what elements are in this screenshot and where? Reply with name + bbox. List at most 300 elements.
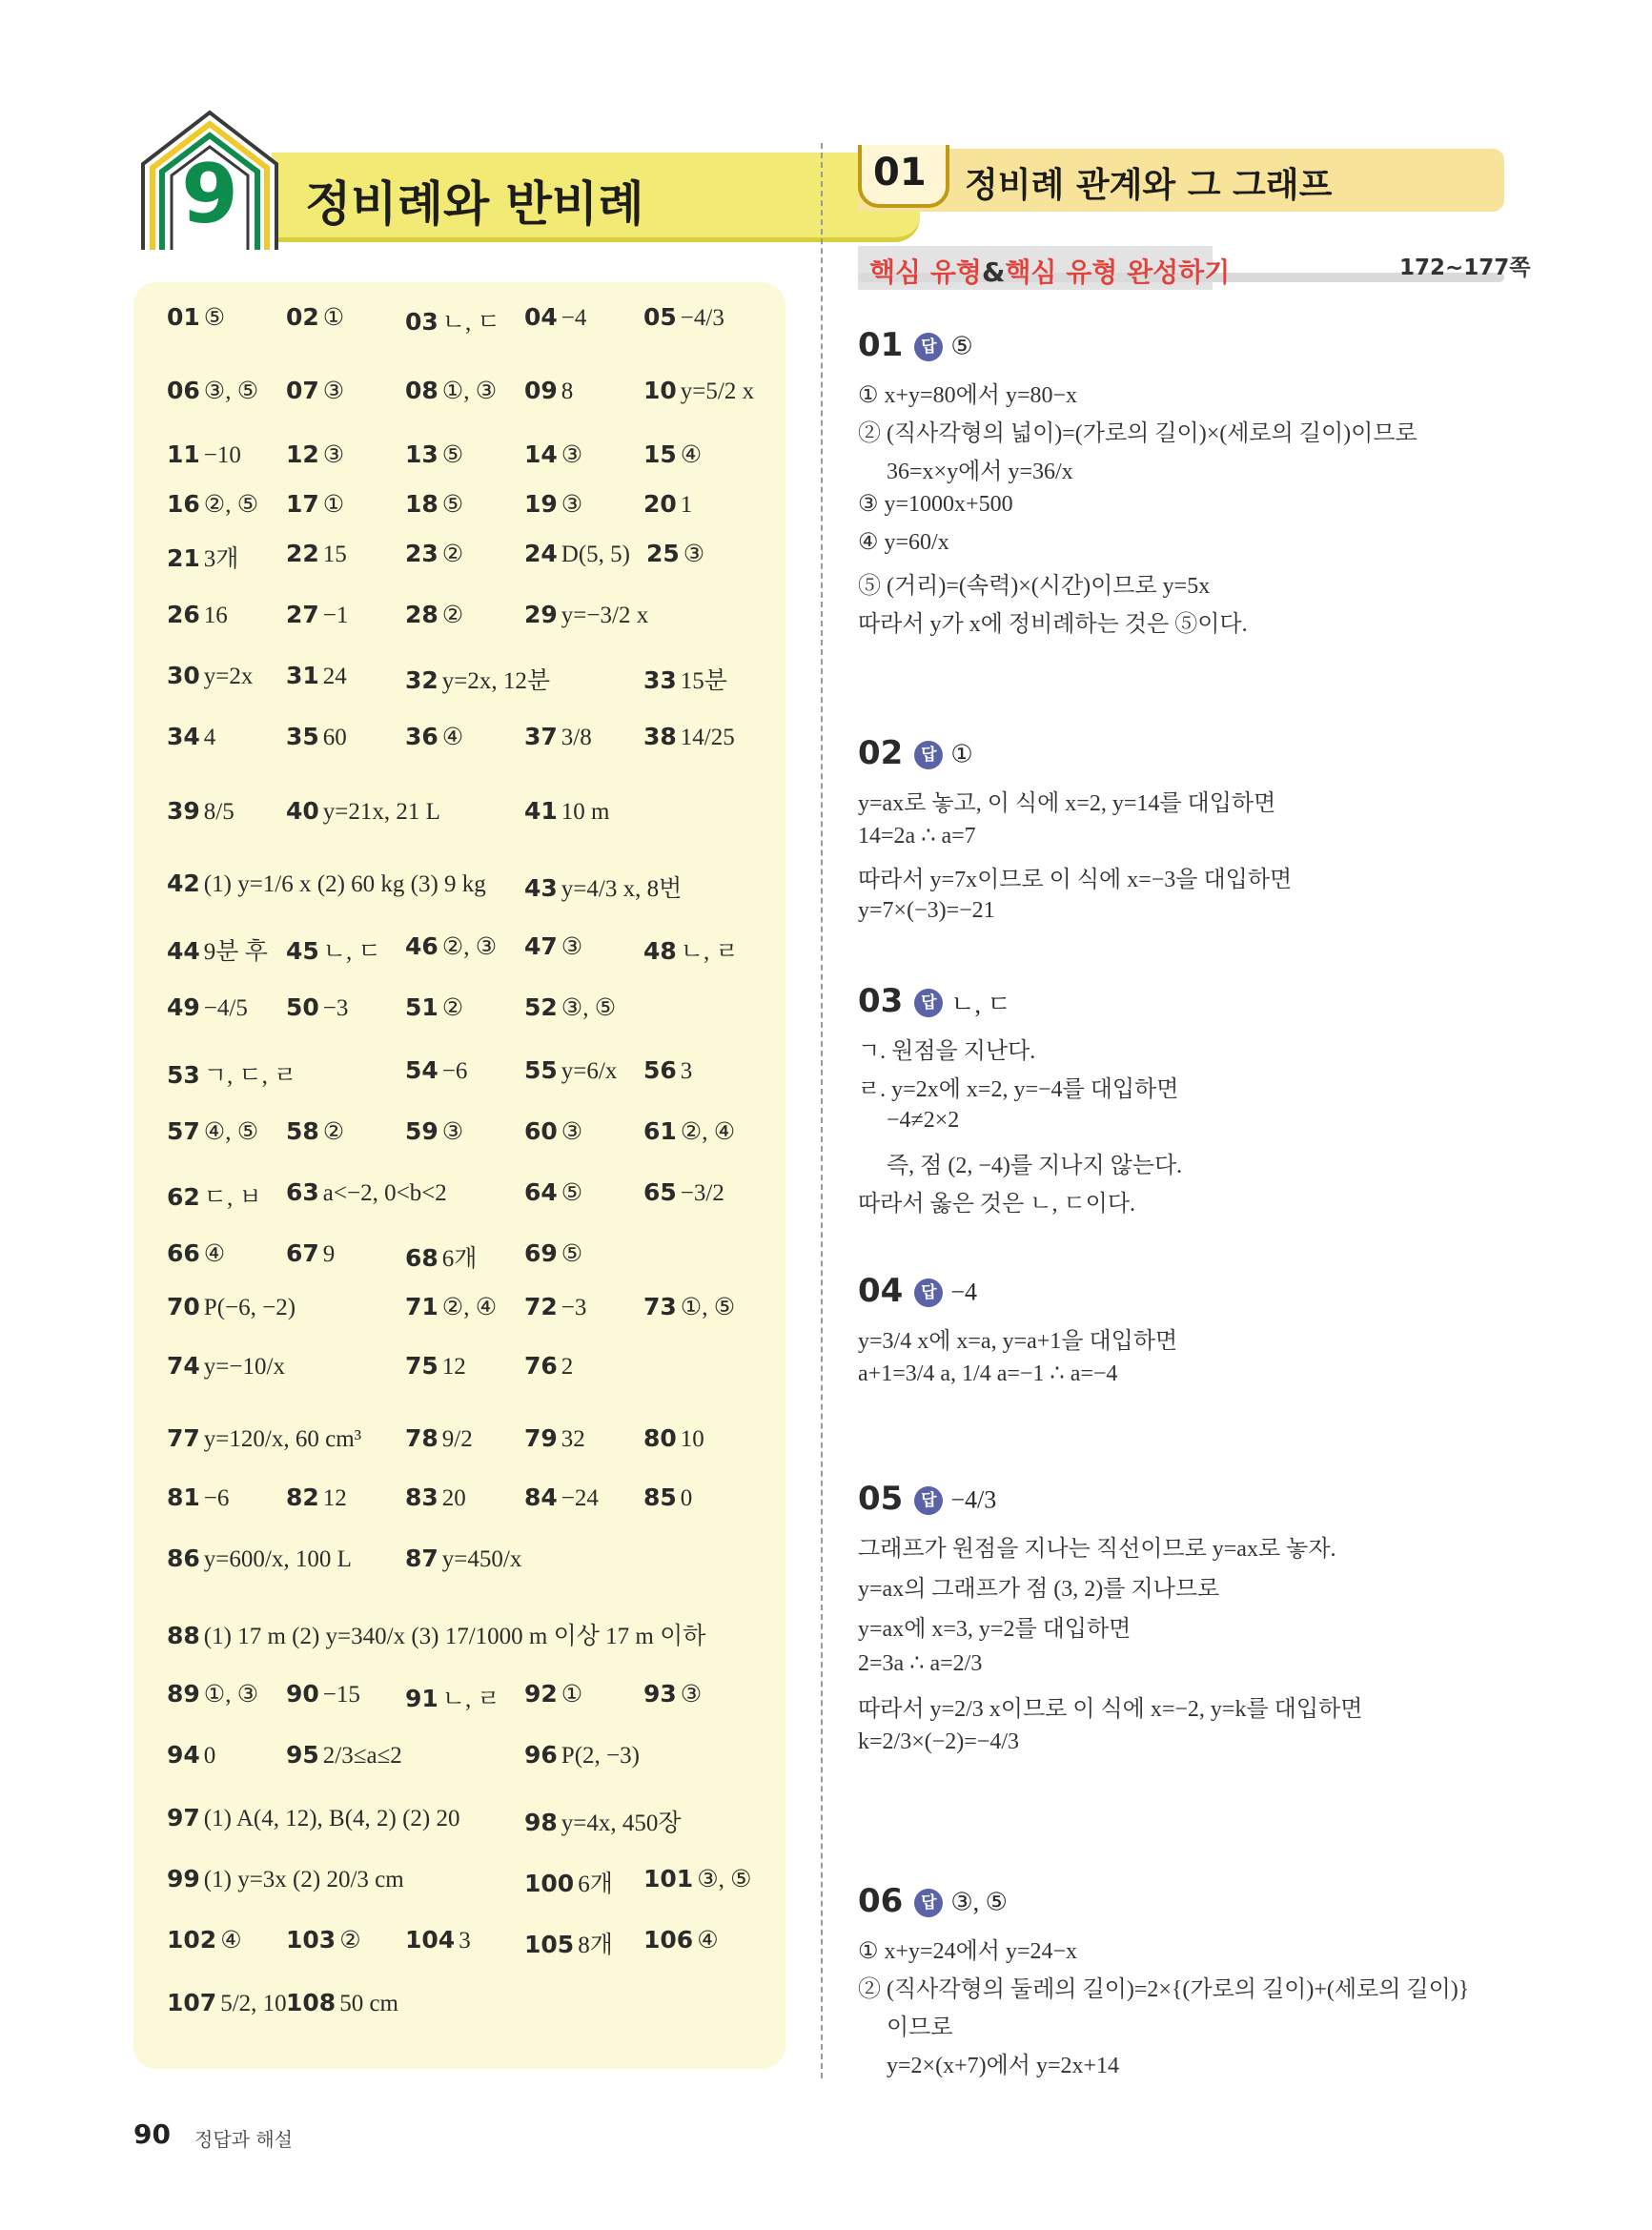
column-divider <box>821 143 823 2078</box>
answer-value: ② <box>441 995 464 1021</box>
solution-heading <box>858 1480 996 1518</box>
answer-value: y=−3/2 x <box>561 603 649 628</box>
answer-value: ⑤ <box>441 492 464 518</box>
answer-number: 23 <box>405 540 438 567</box>
answer-number: 34 <box>167 723 200 750</box>
answer-number: 15 <box>643 440 677 468</box>
answer-item <box>643 1926 719 1954</box>
answer-number: 66 <box>167 1239 200 1267</box>
solution-heading <box>858 1272 977 1310</box>
answer-item <box>524 1293 586 1321</box>
answer-item <box>405 1293 497 1321</box>
answer-item <box>405 440 463 469</box>
answer-value: ④ <box>697 1928 719 1954</box>
answer-item <box>405 1424 473 1453</box>
answer-badge-icon: 답 <box>914 741 943 769</box>
solution-heading <box>858 326 973 364</box>
answer-value: −3 <box>561 1295 587 1320</box>
answer-value: 12 <box>441 1354 466 1380</box>
answer-value: 24 <box>322 664 347 689</box>
answer-value: a<−2, 0<b<2 <box>322 1180 447 1206</box>
answer-item <box>167 1293 296 1321</box>
answer-item <box>167 1483 229 1512</box>
solution-answer: ① <box>950 740 973 768</box>
solution-line: ③ y=1000x+500 <box>858 492 1013 517</box>
answer-number: 69 <box>524 1239 558 1267</box>
answer-number: 41 <box>524 797 558 825</box>
answer-number: 76 <box>524 1352 558 1380</box>
answer-number: 55 <box>524 1056 558 1084</box>
answer-item <box>286 723 347 751</box>
answer-value: −6 <box>441 1058 468 1084</box>
answer-value: ① <box>561 1682 583 1708</box>
solution-answer: −4 <box>950 1278 977 1306</box>
answer-value: 0 <box>203 1743 216 1769</box>
solution-line: ② (직사각형의 둘레의 길이)=2×{(가로의 길이)+(세로의 길이)} <box>858 1977 1470 2002</box>
answer-number: 12 <box>286 440 319 468</box>
answer-item <box>405 1239 477 1274</box>
solution-answer: −4/3 <box>950 1485 997 1514</box>
answer-number: 48 <box>643 937 677 965</box>
answer-value: ① <box>322 492 345 518</box>
answer-value: −3/2 <box>680 1180 724 1206</box>
answer-item <box>405 1056 467 1085</box>
answer-value: P(2, −3) <box>561 1743 640 1769</box>
answer-number: 47 <box>524 932 558 960</box>
answer-item <box>524 797 610 826</box>
answer-item <box>524 1483 599 1512</box>
solution-line: y=7×(−3)=−21 <box>858 898 995 923</box>
answer-item <box>643 377 754 405</box>
answer-item <box>405 932 497 961</box>
answer-item <box>286 1926 361 1954</box>
answer-number: 56 <box>643 1056 677 1084</box>
solution-heading <box>858 982 1011 1020</box>
answer-number: 16 <box>167 490 200 518</box>
solution-line: y=3/4 x에 x=a, y=a+1을 대입하면 <box>858 1329 1178 1354</box>
answer-item <box>286 540 347 568</box>
solution-line: 따라서 y=7x이므로 이 식에 x=−3을 대입하면 <box>858 868 1293 892</box>
answer-item <box>167 601 228 629</box>
answer-item <box>167 1741 215 1770</box>
answer-number: 28 <box>405 601 438 628</box>
answer-item <box>167 1239 225 1268</box>
answer-number: 49 <box>167 993 200 1021</box>
answer-value: 6개 <box>441 1246 478 1272</box>
answer-number: 91 <box>405 1685 438 1712</box>
answer-item <box>524 723 592 751</box>
answer-item <box>524 1926 613 1960</box>
answer-number: 89 <box>167 1680 200 1708</box>
answer-item <box>167 1056 296 1091</box>
answer-number: 58 <box>286 1117 319 1145</box>
answer-number: 50 <box>286 993 319 1021</box>
answer-value: y=5/2 x <box>680 378 755 404</box>
chapter-header <box>133 107 791 250</box>
answer-value: ㄴ, ㄹ <box>680 939 739 965</box>
answer-item <box>167 1804 460 1832</box>
solution-line: y=ax로 놓고, 이 식에 x=2, y=14를 대입하면 <box>858 791 1276 816</box>
answer-item <box>167 1865 404 1893</box>
answer-number: 14 <box>524 440 558 468</box>
answer-value: 5/2, 10 <box>220 1991 287 2016</box>
answer-item <box>524 440 582 469</box>
answer-value: −10 <box>203 442 241 468</box>
answer-item <box>167 303 225 332</box>
answer-value: −4/3 <box>680 305 724 331</box>
answer-item <box>167 1617 705 1651</box>
footer-label: 정답과 해설 <box>194 2128 293 2151</box>
answer-value: 8개 <box>578 1933 613 1958</box>
answer-value: ⑤ <box>441 442 464 468</box>
answer-number: 30 <box>167 662 200 689</box>
answer-number: 104 <box>405 1926 456 1954</box>
answer-number: 64 <box>524 1178 558 1206</box>
solution-line: 그래프가 원점을 지나는 직선이므로 y=ax로 놓자. <box>858 1537 1336 1562</box>
answer-value: ③, ⑤ <box>697 1867 752 1892</box>
answer-item <box>286 601 348 629</box>
answer-number: 13 <box>405 440 438 468</box>
answer-number: 97 <box>167 1804 200 1831</box>
answer-item <box>524 1239 582 1268</box>
answer-item <box>524 601 648 629</box>
answer-value: ② <box>322 1119 345 1145</box>
answer-item <box>405 1117 463 1146</box>
answer-item <box>286 1483 347 1512</box>
answer-value: 16 <box>203 603 228 628</box>
answer-number: 92 <box>524 1680 558 1708</box>
answer-value: y=120/x, 60 cm³ <box>203 1426 362 1452</box>
answer-number: 106 <box>643 1926 694 1954</box>
answer-number: 88 <box>167 1622 200 1649</box>
answer-item <box>286 1680 360 1708</box>
solution-answer: ③, ⑤ <box>950 1888 1008 1916</box>
answer-item <box>524 303 586 332</box>
answer-item <box>286 932 381 967</box>
answer-value: y=600/x, 100 L <box>203 1546 352 1572</box>
answer-value: ㄷ, ㅂ <box>203 1185 262 1211</box>
answer-number: 37 <box>524 723 558 750</box>
answer-item <box>405 490 463 519</box>
page-range: 172~177쪽 <box>1399 256 1531 280</box>
answer-value: ④ <box>680 442 703 468</box>
answer-number: 71 <box>405 1293 438 1320</box>
answer-item <box>643 723 735 751</box>
answer-number: 62 <box>167 1183 200 1211</box>
answer-item <box>286 662 347 690</box>
subheader-amp: & <box>981 256 1006 288</box>
answer-number: 60 <box>524 1117 558 1145</box>
answer-badge-icon: 답 <box>914 333 943 361</box>
answer-number: 83 <box>405 1483 438 1511</box>
answer-number: 10 <box>643 377 677 404</box>
answer-number: 11 <box>167 440 200 468</box>
chapter-number: 9 <box>181 147 238 242</box>
answer-value: ④ <box>220 1928 242 1954</box>
answer-value: 12 <box>322 1485 347 1511</box>
answer-number: 19 <box>524 490 558 518</box>
answer-number: 79 <box>524 1424 558 1452</box>
answer-number: 74 <box>167 1352 200 1380</box>
solution-line: 따라서 y=2/3 x이므로 이 식에 x=−2, y=k를 대입하면 <box>858 1697 1363 1722</box>
answer-value: 4 <box>203 725 216 750</box>
solution-line: ① x+y=24에서 y=24−x <box>858 1939 1078 1964</box>
answer-value: ④, ⑤ <box>203 1119 259 1145</box>
answer-item <box>286 797 440 826</box>
answer-item <box>167 540 238 574</box>
answer-value: ①, ⑤ <box>680 1295 736 1320</box>
answer-number: 96 <box>524 1741 558 1769</box>
answer-number: 77 <box>167 1424 200 1452</box>
answer-item <box>167 1545 352 1573</box>
solution-line: k=2/3×(−2)=−4/3 <box>858 1729 1019 1754</box>
answer-value: ②, ⑤ <box>203 492 259 518</box>
answer-number: 38 <box>643 723 677 750</box>
answer-number: 42 <box>167 869 200 897</box>
answer-number: 05 <box>643 303 677 331</box>
answer-number: 26 <box>167 601 200 628</box>
answer-item <box>524 377 573 405</box>
solution-line: ② (직사각형의 넓이)=(가로의 길이)×(세로의 길이)이므로 <box>858 421 1417 446</box>
answer-value: ② <box>441 542 464 567</box>
answer-value: 9/2 <box>441 1426 473 1452</box>
answer-number: 99 <box>167 1865 200 1892</box>
section-title: 정비례 관계와 그 그래프 <box>965 166 1333 205</box>
answer-item <box>524 1178 582 1207</box>
answer-value: ②, ④ <box>441 1295 498 1320</box>
answer-number: 95 <box>286 1741 319 1769</box>
answer-value: ③ <box>322 378 345 404</box>
answer-number: 65 <box>643 1178 677 1206</box>
answer-number: 81 <box>167 1483 200 1511</box>
answer-number: 68 <box>405 1244 438 1272</box>
answer-number: 70 <box>167 1293 200 1320</box>
answer-value: 3/8 <box>561 725 592 750</box>
answer-value: ④ <box>441 725 464 750</box>
answer-number: 18 <box>405 490 438 518</box>
answer-item <box>524 1424 585 1453</box>
answer-value: y=2x, 12분 <box>441 668 551 694</box>
answer-value: ① <box>322 305 345 331</box>
answer-value: −1 <box>322 603 349 628</box>
answer-item <box>286 1989 398 2017</box>
answer-value: ② <box>339 1928 361 1954</box>
solution-number: 02 <box>858 734 904 772</box>
answer-value: 8 <box>561 378 574 404</box>
answer-number: 82 <box>286 1483 319 1511</box>
answer-number: 57 <box>167 1117 200 1145</box>
answer-value: 9분 후 <box>203 939 268 965</box>
answer-item <box>643 1056 692 1085</box>
answer-item <box>405 1680 500 1714</box>
answer-item <box>524 1865 613 1899</box>
answer-number: 09 <box>524 377 558 404</box>
solution-heading <box>858 734 973 772</box>
answer-item <box>524 490 582 519</box>
answer-number: 35 <box>286 723 319 750</box>
answer-number: 80 <box>643 1424 677 1452</box>
solution-number: 03 <box>858 982 904 1020</box>
answer-item <box>286 1741 402 1770</box>
answer-value: ⑤ <box>561 1241 583 1267</box>
answer-number: 94 <box>167 1741 200 1769</box>
answer-item <box>286 1239 335 1268</box>
answer-number: 43 <box>524 874 558 902</box>
answer-value: 9 <box>322 1241 336 1267</box>
answer-item <box>646 540 704 568</box>
section-number: 01 <box>873 151 927 194</box>
answer-number: 36 <box>405 723 438 750</box>
answer-number: 72 <box>524 1293 558 1320</box>
answer-number: 53 <box>167 1061 200 1089</box>
answer-value: ②, ④ <box>680 1119 736 1145</box>
answer-value: ③ <box>561 442 583 468</box>
answer-item <box>286 377 344 405</box>
answer-value: ⑤ <box>203 305 226 331</box>
answer-value: ㄱ, ㄷ, ㄹ <box>203 1063 297 1089</box>
answer-value: (1) y=1/6 x (2) 60 kg (3) 9 kg <box>203 871 486 897</box>
answer-number: 93 <box>643 1680 677 1708</box>
answer-number: 78 <box>405 1424 438 1452</box>
answer-item <box>405 377 497 405</box>
answer-value: ③ <box>441 1119 464 1145</box>
answer-value: ㄴ, ㄷ <box>441 310 500 336</box>
answer-item <box>286 1117 344 1146</box>
answer-number: 86 <box>167 1545 200 1572</box>
answer-item <box>524 1352 573 1381</box>
answer-value: 10 m <box>561 799 610 825</box>
answer-item <box>286 993 348 1022</box>
answer-value: 2 <box>561 1354 574 1380</box>
answer-value: ②, ③ <box>441 934 498 960</box>
answer-item <box>643 1680 702 1708</box>
answer-value: 32 <box>561 1426 585 1452</box>
answer-value: D(5, 5) <box>561 542 631 567</box>
solution-heading <box>858 1882 1008 1920</box>
answer-value: −6 <box>203 1485 230 1511</box>
answer-value: y=6/x <box>561 1058 618 1084</box>
answer-item <box>286 1178 447 1207</box>
solution-line: y=ax에 x=3, y=2를 대입하면 <box>858 1617 1132 1642</box>
answer-badge-icon: 답 <box>914 1486 943 1515</box>
answer-number: 54 <box>405 1056 438 1084</box>
answer-number: 98 <box>524 1809 558 1836</box>
solution-line: 14=2a ∴ a=7 <box>858 824 976 849</box>
answer-item <box>286 303 344 332</box>
answer-item <box>643 303 724 332</box>
answer-value: ③ <box>561 492 583 518</box>
answer-item <box>643 1117 735 1146</box>
answer-item <box>167 1926 242 1954</box>
answer-badge-icon: 답 <box>914 1279 943 1307</box>
answer-item <box>405 993 463 1022</box>
answer-item <box>167 662 253 690</box>
solution-line: ① x+y=80에서 y=80−x <box>858 383 1078 408</box>
answer-number: 73 <box>643 1293 677 1320</box>
answer-item <box>643 440 702 469</box>
answer-number: 24 <box>524 540 558 567</box>
answer-number: 59 <box>405 1117 438 1145</box>
answer-value: ①, ③ <box>203 1682 259 1708</box>
answer-number: 105 <box>524 1931 575 1958</box>
answer-number: 45 <box>286 937 319 965</box>
answer-item <box>524 869 682 904</box>
answer-value: ③ <box>561 1119 583 1145</box>
answer-item <box>286 490 344 519</box>
solution-number: 06 <box>858 1882 904 1920</box>
answer-number: 87 <box>405 1545 438 1572</box>
answer-item <box>167 932 268 967</box>
answer-number: 17 <box>286 490 319 518</box>
answer-value: ⑤ <box>561 1180 583 1206</box>
answer-value: 15 <box>322 542 347 567</box>
answer-number: 52 <box>524 993 558 1021</box>
solution-line: ㄱ. 원점을 지난다. <box>858 1039 1036 1064</box>
answer-value: 2/3≤a≤2 <box>322 1743 402 1769</box>
answer-item <box>643 490 692 519</box>
answer-number: 02 <box>286 303 319 331</box>
answer-number: 101 <box>643 1865 694 1892</box>
answer-item <box>405 723 463 751</box>
answer-item <box>167 1680 258 1708</box>
answer-item <box>286 440 344 469</box>
answer-number: 107 <box>167 1989 217 2016</box>
answer-number: 27 <box>286 601 319 628</box>
answer-number: 67 <box>286 1239 319 1267</box>
answer-item <box>167 1178 262 1213</box>
answer-item <box>524 1056 617 1085</box>
answer-value: ③, ⑤ <box>203 378 259 404</box>
answer-item <box>524 932 582 961</box>
answer-item <box>405 662 550 696</box>
answer-number: 61 <box>643 1117 677 1145</box>
answer-value: 3개 <box>203 546 239 572</box>
answer-value: ③, ⑤ <box>561 995 617 1021</box>
solution-line: 즉, 점 (2, −4)를 지나지 않는다. <box>887 1154 1183 1178</box>
answer-value: y=450/x <box>441 1546 522 1572</box>
solution-line: 2=3a ∴ a=2/3 <box>858 1651 983 1676</box>
answer-value: 3 <box>459 1928 471 1954</box>
answer-value: y=21x, 21 L <box>322 799 440 825</box>
answer-item <box>405 1352 466 1381</box>
solution-line: ⑤ (거리)=(속력)×(시간)이므로 y=5x <box>858 574 1211 599</box>
solution-answer: ⑤ <box>950 332 973 360</box>
answer-value: 1 <box>680 492 693 518</box>
answer-value: ①, ③ <box>441 378 498 404</box>
solution-line: 이므로 <box>887 2015 953 2040</box>
answer-number: 03 <box>405 308 438 336</box>
answer-item <box>167 993 248 1022</box>
answer-value: ② <box>441 603 464 628</box>
answer-number: 40 <box>286 797 319 825</box>
answer-value: ③ <box>680 1682 703 1708</box>
answer-item <box>167 490 258 519</box>
answer-number: 31 <box>286 662 319 689</box>
answer-badge-icon: 답 <box>914 1889 943 1917</box>
answer-value: −3 <box>322 995 349 1021</box>
answer-number: 01 <box>167 303 200 331</box>
answer-value: 6개 <box>578 1872 613 1897</box>
answer-value: −4 <box>561 305 587 331</box>
answer-value: 15분 <box>680 668 727 694</box>
answer-item <box>405 1926 471 1954</box>
solution-line: −4≠2×2 <box>887 1108 960 1133</box>
subheader-label-2: 핵심 유형 완성하기 <box>1005 256 1231 288</box>
answer-number: 84 <box>524 1483 558 1511</box>
answer-value: −15 <box>322 1682 360 1708</box>
answer-number: 25 <box>646 540 680 567</box>
answer-item <box>405 1483 466 1512</box>
